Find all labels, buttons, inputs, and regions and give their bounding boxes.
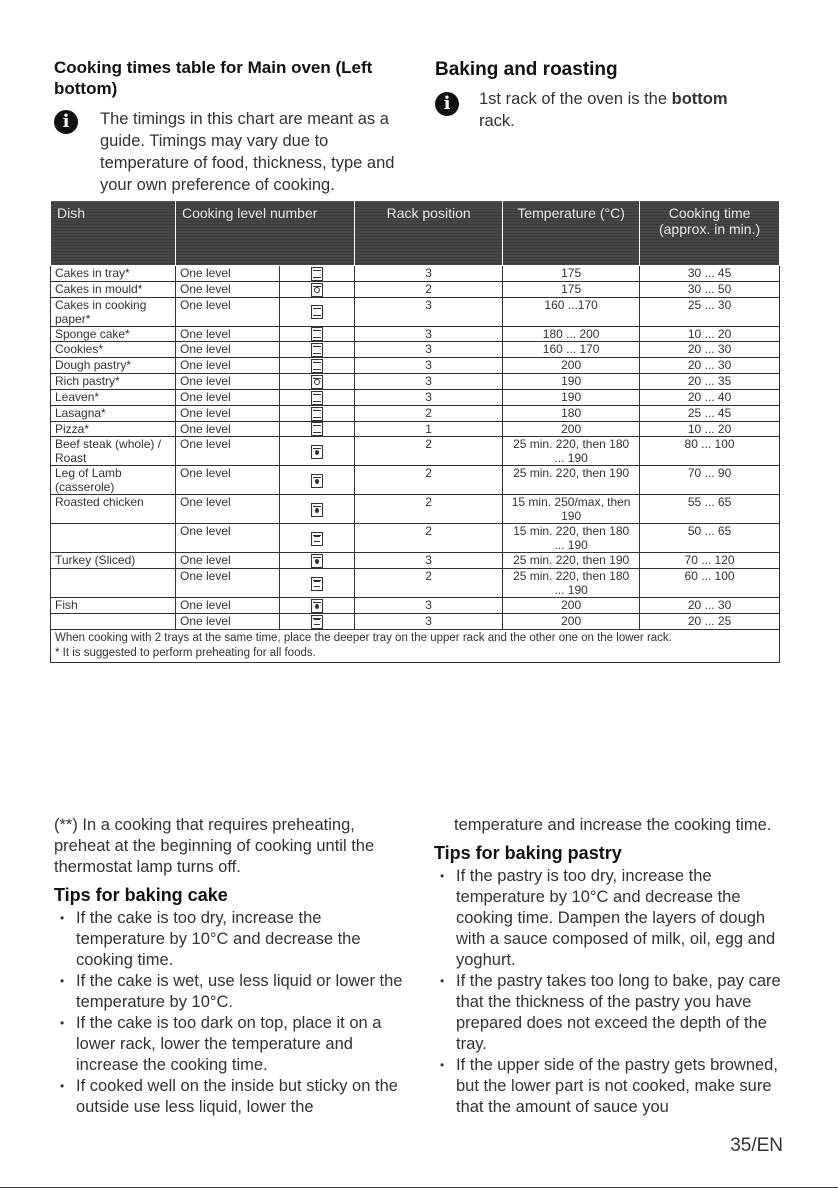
info-note-timings xyxy=(54,108,399,196)
cell-rack-position: 3 xyxy=(355,297,503,326)
cell-dish: Leg of Lamb (casserole) xyxy=(51,466,176,495)
table-row xyxy=(51,266,780,282)
table-footnote xyxy=(51,629,780,662)
cell-temperature: 15 min. 250/max, then 190 xyxy=(503,495,640,524)
footnote-preheating: * It is suggested to perform preheating for all foods. xyxy=(55,646,316,659)
cell-rack-position: 3 xyxy=(355,326,503,342)
cell-oven-function xyxy=(280,358,355,374)
cell-cooking-level: One level xyxy=(176,405,280,421)
cell-oven-function xyxy=(280,466,355,495)
cell-dish: Sponge cake* xyxy=(51,326,176,342)
cell-dish xyxy=(51,524,176,553)
conventional-icon xyxy=(311,422,323,436)
cell-temperature: 175 xyxy=(503,266,640,282)
cell-oven-function xyxy=(280,326,355,342)
header-cooking-time: Cooking time (approx. in min.) xyxy=(640,201,780,266)
left-column-text xyxy=(54,815,404,1118)
cell-oven-function xyxy=(280,405,355,421)
table-row xyxy=(51,614,780,630)
list-item: • If cooked well on the inside but sticky on the outside use less liquid, lower the xyxy=(54,1076,404,1118)
cell-dish: Rich pastry* xyxy=(51,374,176,390)
cell-temperature: 190 xyxy=(503,374,640,390)
conventional-icon xyxy=(311,359,323,373)
table-row xyxy=(51,524,780,553)
table-row xyxy=(51,358,780,374)
cell-temperature: 25 min. 220, then 190 xyxy=(503,466,640,495)
table-row xyxy=(51,389,780,405)
cell-rack-position: 1 xyxy=(355,421,503,437)
cell-temperature: 190 xyxy=(503,389,640,405)
cell-cooking-time: 70 ... 120 xyxy=(640,553,780,569)
table-row xyxy=(51,297,780,326)
cell-temperature: 200 xyxy=(503,598,640,614)
header-rack-position: Rack position xyxy=(355,201,503,266)
cell-cooking-time: 20 ... 30 xyxy=(640,358,780,374)
pastry-tips-heading: Tips for baking pastry xyxy=(434,843,622,863)
cell-cooking-time: 80 ... 100 xyxy=(640,437,780,466)
cell-rack-position: 3 xyxy=(355,342,503,358)
cell-temperature: 180 ... 200 xyxy=(503,326,640,342)
cell-dish: Cakes in cooking paper* xyxy=(51,297,176,326)
cell-dish: Pizza* xyxy=(51,421,176,437)
cell-oven-function xyxy=(280,374,355,390)
table-row xyxy=(51,326,780,342)
page-bottom-rule xyxy=(0,1187,838,1188)
cell-cooking-level: One level xyxy=(176,437,280,466)
cell-cooking-time: 25 ... 30 xyxy=(640,297,780,326)
cell-cooking-level: One level xyxy=(176,266,280,282)
cell-temperature: 175 xyxy=(503,281,640,297)
section-heading-baking-roasting: Baking and roasting xyxy=(435,59,618,80)
section-heading-cooking-times: Cooking times table for Main oven (Left bottom) xyxy=(54,58,373,98)
list-item: • If the cake is too dry, increase the temperature by 10°C and decrease the cooking time. xyxy=(54,908,404,971)
info-note-text: The timings in this chart are meant as a guide. Timings may vary due to temperature of food, thickness, type and your own preference of cooking. xyxy=(100,110,395,194)
cell-cooking-time: 10 ... 20 xyxy=(640,326,780,342)
conventional-icon xyxy=(311,343,323,357)
cell-cooking-level: One level xyxy=(176,524,280,553)
list-item: • If the pastry is too dry, increase the temperature by 10°C and decrease the cooking time. Dampen the layers of dough with a sauce composed of milk, oil, egg and yoghurt. xyxy=(434,866,786,971)
header-temperature: Temperature (°C) xyxy=(503,201,640,266)
cell-cooking-time: 25 ... 45 xyxy=(640,405,780,421)
info-note-rack-text xyxy=(435,88,765,132)
cell-temperature: 160 ... 170 xyxy=(503,342,640,358)
cell-dish: Fish xyxy=(51,598,176,614)
cell-cooking-level: One level xyxy=(176,466,280,495)
preheat-paragraph: (**) In a cooking that requires preheating, preheat at the beginning of cooking until the thermostat lamp turns off. xyxy=(54,816,375,876)
continued-paragraph: temperature and increase the cooking time. xyxy=(454,816,772,834)
cell-oven-function xyxy=(280,598,355,614)
cell-rack-position: 2 xyxy=(355,569,503,598)
turbo-grill-icon xyxy=(311,503,323,517)
cell-cooking-level: One level xyxy=(176,326,280,342)
cell-cooking-level: One level xyxy=(176,389,280,405)
cell-cooking-level: One level xyxy=(176,358,280,374)
cell-cooking-time: 60 ... 100 xyxy=(640,569,780,598)
grill-icon xyxy=(311,577,323,591)
cell-rack-position: 2 xyxy=(355,524,503,553)
cell-rack-position: 3 xyxy=(355,266,503,282)
list-item: • If the pastry takes too long to bake, pay care that the thickness of the pastry you have prepared does not exceed the depth of the tray. xyxy=(434,971,786,1055)
cell-cooking-time: 55 ... 65 xyxy=(640,495,780,524)
rack-note-pre: 1st rack of the oven is the xyxy=(479,90,672,108)
conventional-icon xyxy=(311,391,323,405)
cell-oven-function xyxy=(280,495,355,524)
conventional-icon xyxy=(311,267,323,281)
table-header-row xyxy=(51,201,780,266)
cell-rack-position: 2 xyxy=(355,495,503,524)
cell-temperature: 180 xyxy=(503,405,640,421)
cell-dish: Cakes in tray* xyxy=(51,266,176,282)
cell-cooking-level: One level xyxy=(176,297,280,326)
cell-dish: Cakes in mould* xyxy=(51,281,176,297)
cell-cooking-time: 50 ... 65 xyxy=(640,524,780,553)
conventional-icon xyxy=(311,407,323,421)
table-row xyxy=(51,374,780,390)
grill-icon xyxy=(311,532,323,546)
table-row xyxy=(51,553,780,569)
cell-dish: Beef steak (whole) / Roast xyxy=(51,437,176,466)
cell-rack-position: 2 xyxy=(355,466,503,495)
cell-dish: Roasted chicken xyxy=(51,495,176,524)
table-footnote-row xyxy=(51,629,780,662)
table-row xyxy=(51,421,780,437)
cell-oven-function xyxy=(280,266,355,282)
cell-cooking-level: One level xyxy=(176,569,280,598)
cell-cooking-level: One level xyxy=(176,495,280,524)
cell-cooking-level: One level xyxy=(176,374,280,390)
cell-oven-function xyxy=(280,297,355,326)
cell-dish: Leaven* xyxy=(51,389,176,405)
cell-temperature: 25 min. 220, then 180 ... 190 xyxy=(503,437,640,466)
cell-cooking-time: 70 ... 90 xyxy=(640,466,780,495)
cell-cooking-level: One level xyxy=(176,281,280,297)
list-item: • If the cake is wet, use less liquid or lower the temperature by 10°C. xyxy=(54,971,404,1013)
cell-cooking-time: 20 ... 35 xyxy=(640,374,780,390)
cell-temperature: 25 min. 220, then 190 xyxy=(503,553,640,569)
cell-rack-position: 3 xyxy=(355,614,503,630)
rack-note-bold: bottom xyxy=(671,90,728,108)
cell-cooking-time: 20 ... 30 xyxy=(640,342,780,358)
conventional-icon xyxy=(311,305,323,319)
rack-note-post: rack. xyxy=(479,112,515,130)
fan-icon xyxy=(311,283,323,297)
cell-rack-position: 3 xyxy=(355,598,503,614)
cell-dish xyxy=(51,569,176,598)
cell-oven-function xyxy=(280,421,355,437)
list-item: • If the upper side of the pastry gets browned, but the lower part is not cooked, make sure that the amount of sauce you xyxy=(434,1055,786,1118)
header-cooking-level: Cooking level number xyxy=(176,201,355,266)
footnote-two-trays: When cooking with 2 trays at the same time, place the deeper tray on the upper rack and the other one on the lower rack. xyxy=(55,631,672,644)
cell-temperature: 160 ...170 xyxy=(503,297,640,326)
cell-temperature: 200 xyxy=(503,421,640,437)
cell-cooking-level: One level xyxy=(176,598,280,614)
cell-oven-function xyxy=(280,614,355,630)
conventional-icon xyxy=(311,327,323,341)
cell-rack-position: 2 xyxy=(355,281,503,297)
cake-tips-heading: Tips for baking cake xyxy=(54,885,228,905)
cell-dish: Lasagna* xyxy=(51,405,176,421)
cell-oven-function xyxy=(280,553,355,569)
table-row xyxy=(51,598,780,614)
cell-dish: Cookies* xyxy=(51,342,176,358)
turbo-grill-icon xyxy=(311,445,323,459)
cell-oven-function xyxy=(280,389,355,405)
cell-rack-position: 3 xyxy=(355,389,503,405)
cell-rack-position: 2 xyxy=(355,437,503,466)
cell-rack-position: 2 xyxy=(355,405,503,421)
cell-cooking-level: One level xyxy=(176,421,280,437)
cell-rack-position: 3 xyxy=(355,553,503,569)
cell-dish: Turkey (Sliced) xyxy=(51,553,176,569)
table-row xyxy=(51,342,780,358)
cell-oven-function xyxy=(280,342,355,358)
cell-rack-position: 3 xyxy=(355,374,503,390)
list-item: • If the cake is too dark on top, place it on a lower rack, lower the temperature and increase the cooking time. xyxy=(54,1013,404,1076)
cell-temperature: 200 xyxy=(503,358,640,374)
table-row xyxy=(51,495,780,524)
right-column-text xyxy=(434,815,786,1118)
cell-cooking-time: 20 ... 30 xyxy=(640,598,780,614)
table-row xyxy=(51,437,780,466)
cell-oven-function xyxy=(280,524,355,553)
table-row xyxy=(51,466,780,495)
table-row xyxy=(51,569,780,598)
fan-icon xyxy=(311,375,323,389)
cell-oven-function xyxy=(280,281,355,297)
pastry-tips-list xyxy=(434,866,786,1118)
cell-cooking-time: 10 ... 20 xyxy=(640,421,780,437)
cell-dish: Dough pastry* xyxy=(51,358,176,374)
table-row xyxy=(51,405,780,421)
info-icon: i xyxy=(435,92,459,116)
cell-dish xyxy=(51,614,176,630)
cell-rack-position: 3 xyxy=(355,358,503,374)
cell-temperature: 200 xyxy=(503,614,640,630)
page-number: 35/EN xyxy=(730,1135,783,1156)
cell-temperature: 25 min. 220, then 180 ... 190 xyxy=(503,569,640,598)
cell-temperature: 15 min. 220, then 180 ... 190 xyxy=(503,524,640,553)
cell-cooking-time: 30 ... 45 xyxy=(640,266,780,282)
info-icon: i xyxy=(54,110,78,134)
info-note-rack xyxy=(435,88,765,132)
cell-cooking-level: One level xyxy=(176,342,280,358)
turbo-grill-icon xyxy=(311,599,323,613)
header-dish: Dish xyxy=(51,201,176,266)
cell-cooking-level: One level xyxy=(176,614,280,630)
cake-tips-list xyxy=(54,908,404,1118)
turbo-grill-icon xyxy=(311,474,323,488)
cell-oven-function xyxy=(280,569,355,598)
cell-cooking-time: 20 ... 40 xyxy=(640,389,780,405)
grill-icon xyxy=(311,615,323,629)
cooking-times-table xyxy=(50,200,780,663)
turbo-grill-icon xyxy=(311,554,323,568)
cell-oven-function xyxy=(280,437,355,466)
cell-cooking-time: 20 ... 25 xyxy=(640,614,780,630)
cell-cooking-level: One level xyxy=(176,553,280,569)
table-row xyxy=(51,281,780,297)
cell-cooking-time: 30 ... 50 xyxy=(640,281,780,297)
